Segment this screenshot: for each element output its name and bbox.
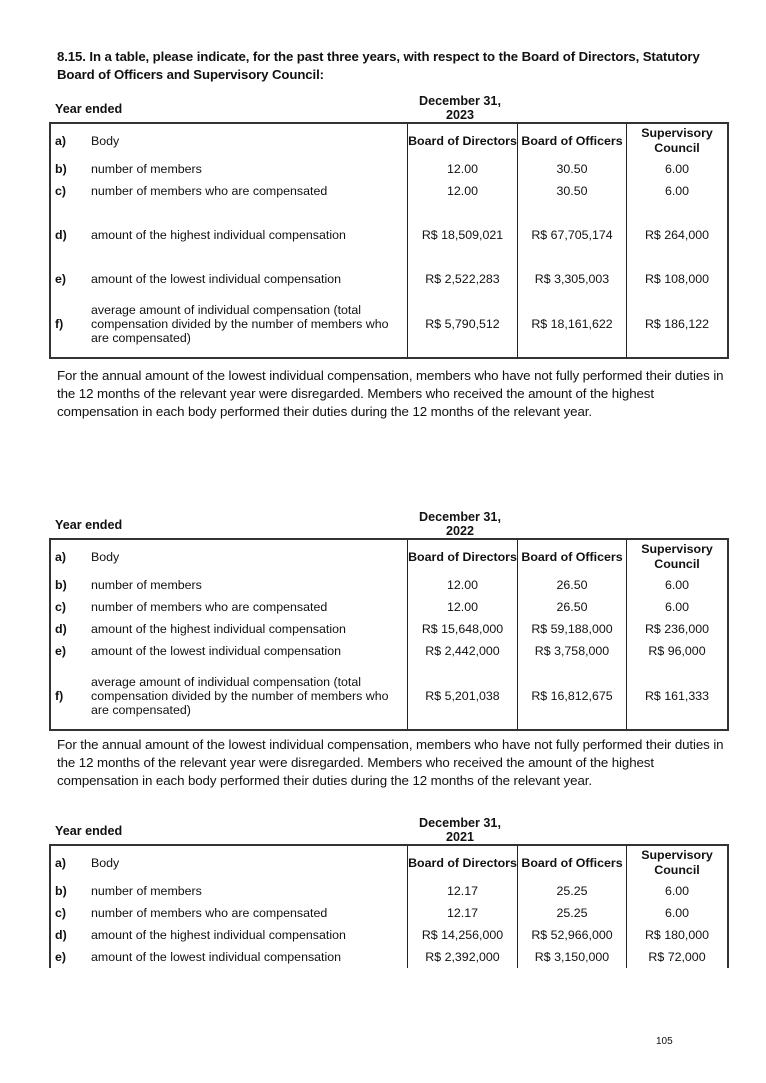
cell-officers: 26.50: [518, 596, 627, 618]
row-label: number of members who are compensated: [91, 184, 328, 198]
cell-directors: 12.17: [408, 880, 518, 902]
row-key: e): [50, 640, 89, 662]
row-label: amount of the lowest individual compensation: [91, 644, 342, 658]
cell-officers: R$ 16,812,675: [518, 662, 627, 730]
cell-directors: R$ 5,201,038: [408, 662, 518, 730]
cell-council: 6.00: [627, 902, 729, 924]
row-label: amount of the highest individual compensation: [91, 622, 346, 636]
cell-officers: R$ 3,758,000: [518, 640, 627, 662]
row-key: a): [50, 845, 89, 880]
year-date: December 31, 2021: [419, 816, 501, 844]
cell-directors: R$ 14,256,000: [408, 924, 518, 946]
cell-council: 6.00: [627, 880, 729, 902]
cell-directors: R$ 18,509,021: [408, 202, 518, 268]
row-label: number of members: [91, 162, 202, 176]
row-label: amount of the lowest individual compensation: [91, 950, 342, 964]
cell-directors: R$ 2,522,283: [408, 268, 518, 290]
cell-officers: R$ 67,705,174: [518, 202, 627, 268]
cell-council: 6.00: [627, 596, 729, 618]
row-key: c): [50, 596, 89, 618]
row-key: e): [50, 946, 89, 968]
table-row-members: [50, 574, 728, 596]
cell-directors: 12.00: [408, 574, 518, 596]
table-row-highest: [50, 202, 728, 268]
row-key: d): [50, 618, 89, 640]
row-label: number of members: [91, 578, 202, 592]
cell-officers: R$ 3,305,003: [518, 268, 627, 290]
cell-officers: R$ 59,188,000: [518, 618, 627, 640]
table-row-body: [50, 845, 728, 880]
cell-council: 6.00: [627, 180, 729, 202]
row-key: f): [50, 662, 89, 730]
cell-council: R$ 96,000: [627, 640, 729, 662]
cell-council: R$ 108,000: [627, 268, 729, 290]
cell-officers: 30.50: [518, 180, 627, 202]
cell-directors: 12.00: [408, 596, 518, 618]
header-supervisory-council: Supervisory Council: [627, 123, 729, 158]
cell-council: R$ 186,122: [627, 290, 729, 358]
row-label: average amount of individual compensation (total compensation divided by the number of members who are compensated): [89, 290, 408, 358]
row-key: c): [50, 902, 89, 924]
row-label: number of members who are compensated: [91, 906, 328, 920]
section-heading: 8.15. In a table, please indicate, for the past three years, with respect to the Board of Directors, Statutory Board of Officers and Supervisory Council:: [57, 49, 700, 82]
compensation-table: [49, 538, 729, 731]
row-key: b): [50, 574, 89, 596]
table-row-compensated: [50, 596, 728, 618]
table-row-body: [50, 539, 728, 574]
cell-council: R$ 236,000: [627, 618, 729, 640]
cell-directors: R$ 15,648,000: [408, 618, 518, 640]
header-supervisory-council: Supervisory Council: [627, 845, 729, 880]
row-key: c): [50, 180, 89, 202]
row-label: amount of the highest individual compensation: [91, 228, 346, 242]
table-row-members: [50, 880, 728, 902]
header-board-of-directors: Board of Directors: [408, 123, 518, 158]
cell-directors: 12.00: [408, 158, 518, 180]
cell-council: R$ 161,333: [627, 662, 729, 730]
year-date: December 31, 2023: [419, 94, 501, 122]
table-row-body: [50, 123, 728, 158]
cell-officers: 25.25: [518, 880, 627, 902]
cell-council: R$ 180,000: [627, 924, 729, 946]
table-row-compensated: [50, 902, 728, 924]
table-row-lowest: [50, 946, 728, 968]
table-row-highest: [50, 618, 728, 640]
table-year-header: [49, 502, 722, 538]
cell-directors: 12.17: [408, 902, 518, 924]
year-ended-label: Year ended: [55, 518, 123, 532]
table-year-header: [49, 808, 722, 844]
row-key: b): [50, 880, 89, 902]
table-row-average: [50, 662, 728, 730]
header-board-of-officers: Board of Officers: [518, 123, 627, 158]
header-board-of-directors: Board of Directors: [408, 845, 518, 880]
header-board-of-officers: Board of Officers: [518, 845, 627, 880]
year-ended-label: Year ended: [55, 102, 123, 116]
cell-directors: R$ 5,790,512: [408, 290, 518, 358]
row-label: amount of the highest individual compensation: [91, 928, 346, 942]
page-number: 105: [656, 1036, 673, 1047]
cell-officers: 30.50: [518, 158, 627, 180]
row-label: Body: [89, 539, 408, 574]
table-year-header: [49, 86, 722, 122]
cell-council: R$ 264,000: [627, 202, 729, 268]
cell-officers: R$ 3,150,000: [518, 946, 627, 968]
cell-directors: R$ 2,442,000: [408, 640, 518, 662]
row-key: d): [50, 924, 89, 946]
compensation-table-2022: [49, 502, 722, 731]
row-label: average amount of individual compensation (total compensation divided by the number of members who are compensated): [89, 662, 408, 730]
header-board-of-officers: Board of Officers: [518, 539, 627, 574]
cell-directors: 12.00: [408, 180, 518, 202]
table-row-lowest: [50, 640, 728, 662]
row-key: a): [50, 539, 89, 574]
row-key: b): [50, 158, 89, 180]
table-note-2023: For the annual amount of the lowest individual compensation, members who have not fully performed their duties in the 12 months of the relevant year were disregarded. Members who received the amount of the highest compensation in each body performed their duties during the 12 months of the relevant year.: [57, 368, 724, 419]
row-key: d): [50, 202, 89, 268]
cell-council: 6.00: [627, 158, 729, 180]
row-key: f): [50, 290, 89, 358]
header-board-of-directors: Board of Directors: [408, 539, 518, 574]
cell-council: R$ 72,000: [627, 946, 729, 968]
table-note-2022: For the annual amount of the lowest individual compensation, members who have not fully performed their duties in the 12 months of the relevant year were disregarded. Members who received the amount of the highest compensation in each body performed their duties during the 12 months of the relevant year.: [57, 737, 724, 788]
compensation-table: [49, 122, 729, 359]
table-row-members: [50, 158, 728, 180]
row-label: amount of the lowest individual compensation: [91, 272, 342, 286]
table-row-highest: [50, 924, 728, 946]
compensation-table: [49, 844, 729, 968]
header-supervisory-council: Supervisory Council: [627, 539, 729, 574]
table-row-compensated: [50, 180, 728, 202]
row-label: Body: [89, 845, 408, 880]
compensation-table-2023: [49, 86, 722, 359]
row-label: number of members who are compensated: [91, 600, 328, 614]
row-key: a): [50, 123, 89, 158]
table-row-lowest: [50, 268, 728, 290]
table-row-average: [50, 290, 728, 358]
row-label: Body: [89, 123, 408, 158]
cell-officers: 26.50: [518, 574, 627, 596]
cell-council: 6.00: [627, 574, 729, 596]
cell-directors: R$ 2,392,000: [408, 946, 518, 968]
cell-officers: R$ 18,161,622: [518, 290, 627, 358]
year-date: December 31, 2022: [419, 510, 501, 538]
year-ended-label: Year ended: [55, 824, 123, 838]
compensation-table-2021: [49, 808, 722, 968]
cell-officers: R$ 52,966,000: [518, 924, 627, 946]
cell-officers: 25.25: [518, 902, 627, 924]
row-key: e): [50, 268, 89, 290]
row-label: number of members: [91, 884, 202, 898]
